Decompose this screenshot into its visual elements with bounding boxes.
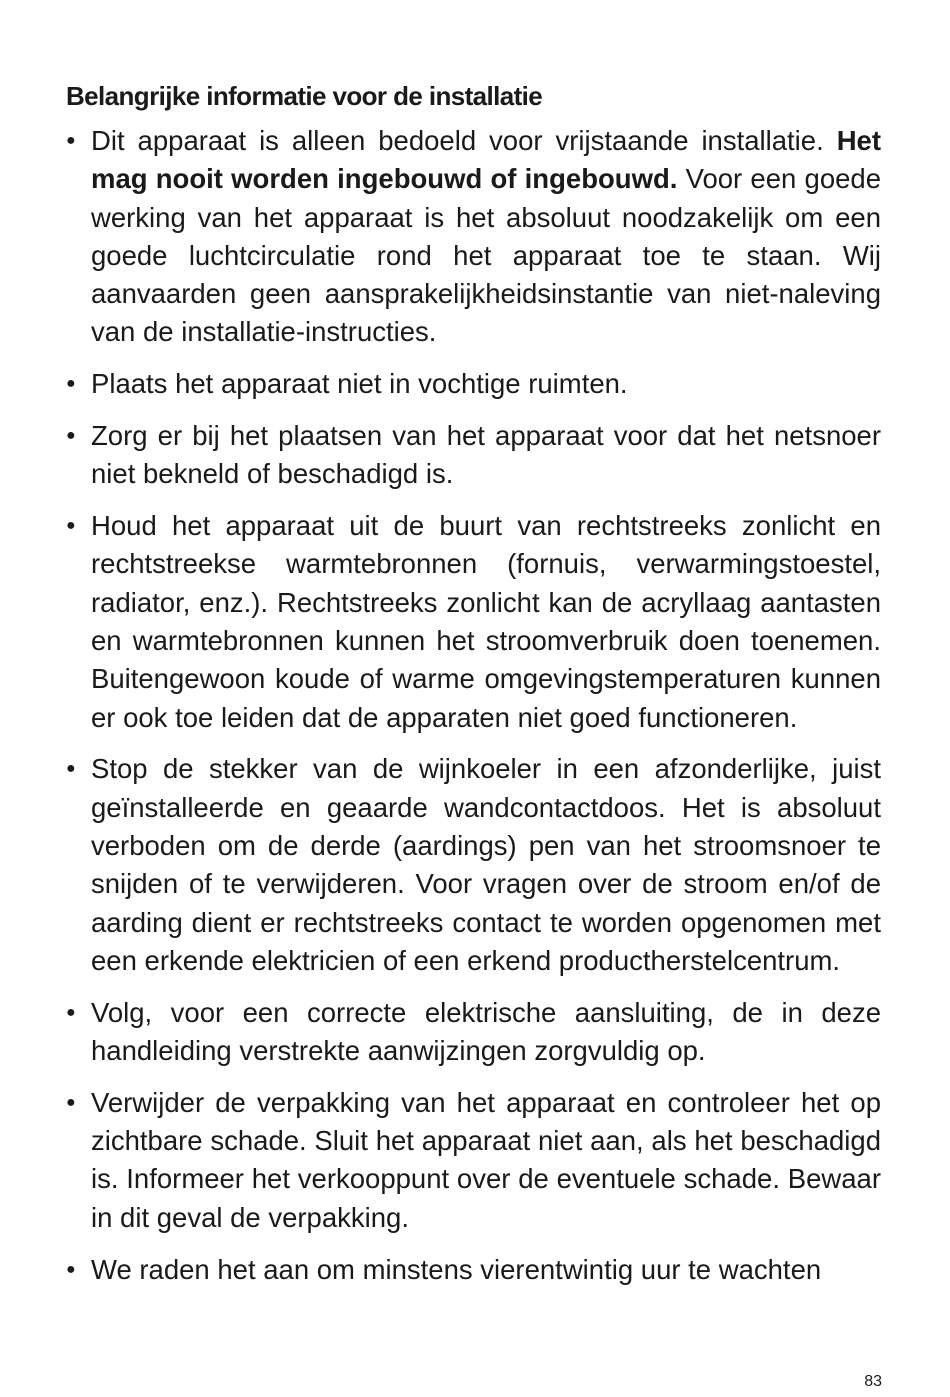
list-item-text: Voor een goede werking van het apparaat is het absoluut noodzakelijk om een goede luchtcirculatie rond het apparaat toe te staan. Wij aanvaarden geen aansprakelijkheidsinstantie van niet-naleving van de installatie-instructies. (91, 163, 881, 348)
section-heading: Belangrijke informatie voor de installatie (66, 81, 543, 111)
list-item-text: Houd het apparaat uit de buurt van rechtstreeks zonlicht en rechtstreekse warmtebronnen (fornuis, verwarmingstoestel, radiator, enz.). Rechtstreeks zonlicht kan de acryllaag aantasten en warmtebronnen kunnen het stroomverbruik doen toenemen. Buitengewoon koude of warme omgevingstemperaturen kunnen er ook toe leiden dat de apparaten niet goed functioneren. (91, 510, 881, 733)
list-item (66, 994, 881, 1071)
list-item (66, 1251, 881, 1289)
bullet-dot-icon: ● (66, 1260, 76, 1278)
list-item-text: Plaats het apparaat niet in vochtige ruimten. (91, 368, 628, 400)
list-item-text: We raden het aan om minstens vierentwintig uur te wachten (91, 1253, 822, 1285)
list-item (66, 122, 881, 352)
list-item-text: Stop de stekker van de wijnkoeler in een afzonderlijke, juist geïnstalleerde en geaarde wandcontactdoos. Het is absoluut verboden om de derde (aardings) pen van het stroomsnoer te snijden of te verwijderen. Voor vragen over de stroom en/of de aarding dient er rechtstreeks contact te worden opgenomen met een erkende elektricien of een erkend productherstelcentrum. (91, 753, 881, 976)
bullet-dot-icon: ● (66, 132, 76, 149)
bullet-dot-icon: ● (66, 375, 76, 393)
list-item (66, 507, 881, 737)
bullet-dot-icon: ● (66, 1003, 76, 1021)
bullet-dot-icon: ● (66, 427, 76, 445)
bullet-dot-icon: ● (66, 760, 76, 778)
list-item-text: Zorg er bij het plaatsen van het apparaat voor dat het netsnoer niet bekneld of beschadigd is. (91, 420, 881, 490)
list-item-bold-text: Het mag nooit worden ingebouwd of ingebouwd. (91, 125, 881, 195)
bullet-dot-icon: ● (66, 517, 76, 535)
installation-info-list (66, 122, 881, 1302)
list-item (66, 365, 881, 403)
list-item (66, 417, 881, 494)
list-item (66, 1084, 881, 1237)
page-number: 83 (864, 1373, 882, 1390)
bullet-dot-icon: ● (66, 1093, 76, 1111)
list-item-text: Volg, voor een correcte elektrische aansluiting, de in deze handleiding verstrekte aanwijzingen zorgvuldig op. (91, 996, 881, 1067)
list-item-text: Verwijder de verpakking van het apparaat en controleer het op zichtbare schade. Sluit het apparaat niet aan, als het beschadigd is. Informeer het verkooppunt over de eventuele schade. Bewaar in dit geval de verpakking. (91, 1086, 881, 1233)
list-item (66, 750, 881, 980)
list-item-text: Dit apparaat is alleen bedoeld voor vrijstaande installatie. (91, 125, 837, 156)
